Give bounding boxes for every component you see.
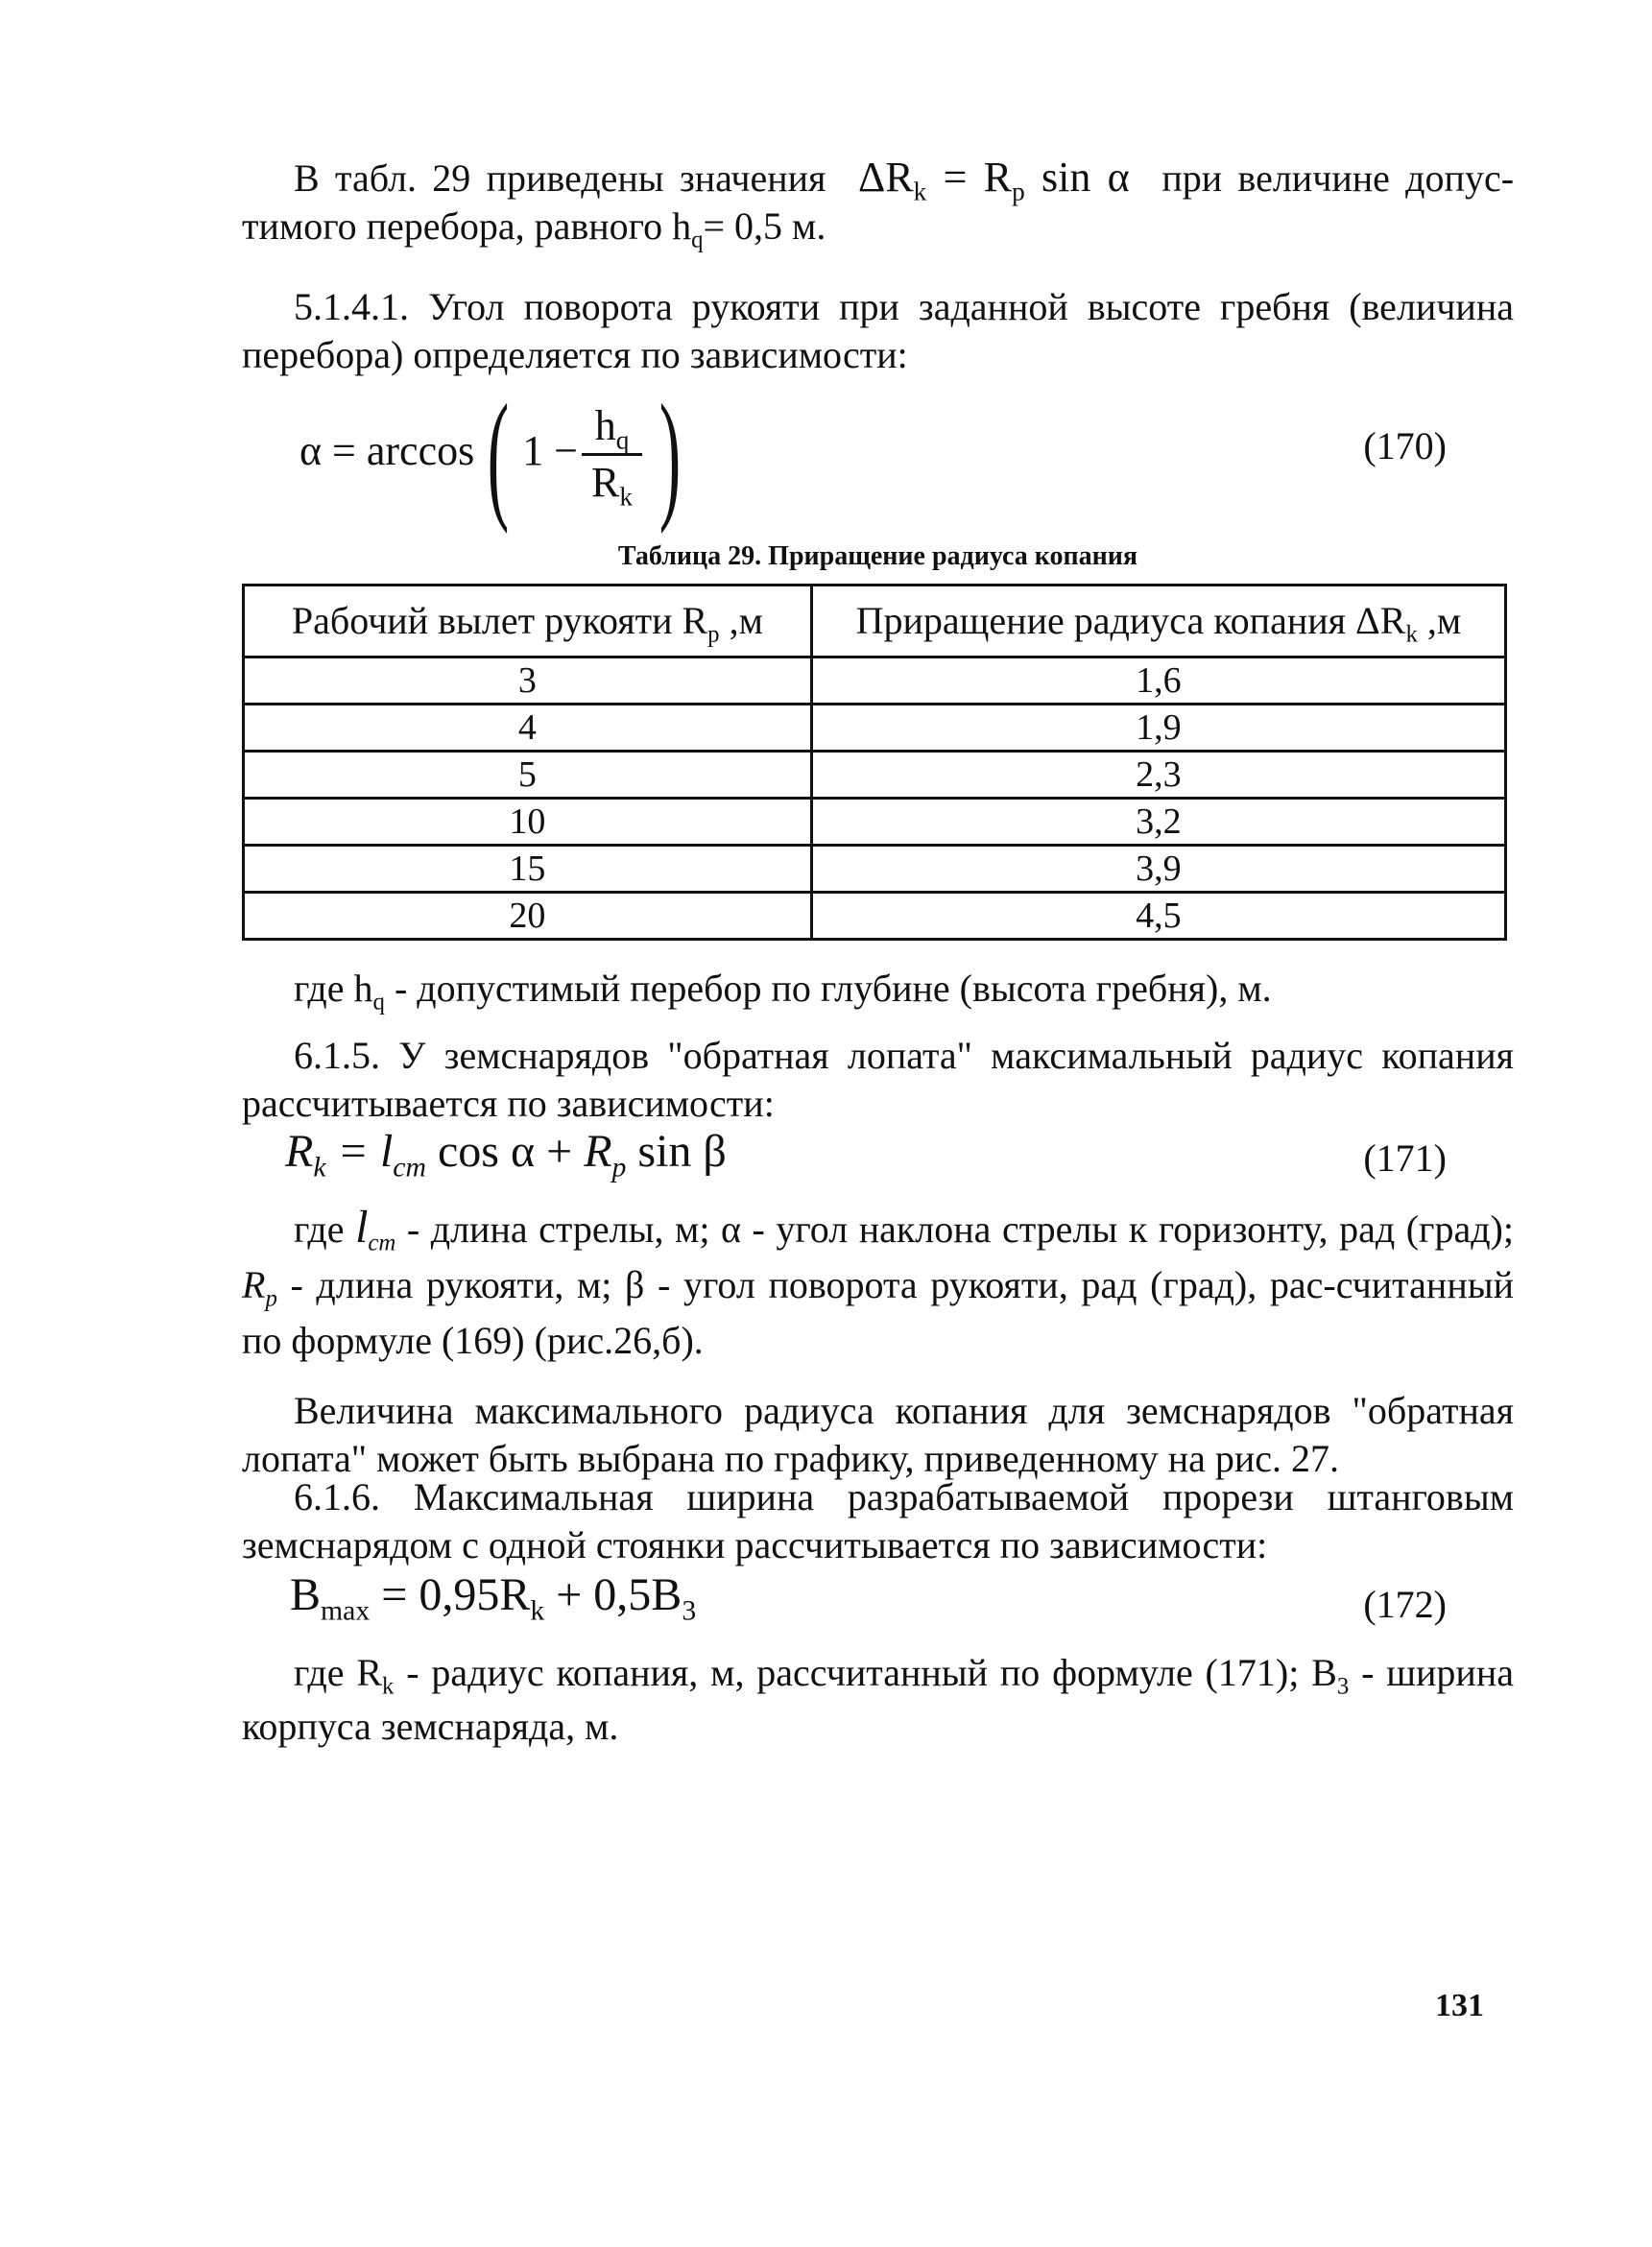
table-29 xyxy=(242,584,1507,941)
table-row: 15 3,9 xyxy=(244,846,1506,893)
equation-171 xyxy=(242,1123,1514,1190)
data-table xyxy=(242,584,1507,941)
fraction: $\frac{h_q}{R_k}$ xyxy=(582,401,642,508)
column-header-rp: Рабочий вылет рукояти $R_p$ ,м xyxy=(244,586,812,657)
paragraph-6-1-5: 6.1.5. У земснарядов "обратная лопата" максимальный радиус копания рассчитывается по зависимости: xyxy=(242,1034,1514,1125)
column-header-delta-rk: Приращение радиуса копания $\Delta R_k$ ,м xyxy=(811,586,1505,657)
table-caption: Таблица 29. Приращение радиуса копания xyxy=(617,541,1138,571)
definition-lcm: где $l_{cm}$ - длина стрелы, м; α - угол наклона стрелы к горизонту, рад (град); $R_p$ - длина рукояти, м; β - угол поворота рукояти, рад (град), рас-считанный по формуле (169) (рис.26,б). xyxy=(242,1202,1514,1362)
definition-hq: где $h_q$ - допустимый перебор по глубине (высота гребня), м. xyxy=(294,967,1272,1016)
equation-number: (172) xyxy=(1363,1583,1447,1626)
paragraph-5-1-4-1: 5.1.4.1. Угол поворота рукояти при заданной высоте гребня (величина перебора) определяется по зависимости: xyxy=(242,285,1514,376)
equation-171-body: $R_k = l_{cm}$ $\cos \alpha + R_p$ sin β xyxy=(285,1126,727,1183)
table-row: 4 1,9 xyxy=(244,705,1506,752)
definition-rk: где $R_k$ - радиус копания, м, рассчитанный по формуле (171); $B_3$ - ширина корпуса земснаряда, м. xyxy=(242,1651,1514,1748)
formula-delta-rk: $\Delta R_k = R_p$ sin α xyxy=(858,154,1130,206)
equation-170 xyxy=(242,374,1514,535)
equation-number: (171) xyxy=(1363,1136,1447,1180)
page-number: 131 xyxy=(1435,1988,1484,2023)
paragraph-6-1-6: 6.1.6. Максимальная ширина разрабатываемой прорези штанговым земснарядом с одной стоянки рассчитывается по зависимости: xyxy=(242,1475,1514,1566)
table-row: 20 4,5 xyxy=(244,893,1506,940)
paragraph-max-radius: Величина максимального радиуса копания для земснарядов "обратная лопата" может быть выбрана по графику, приведенному на рис. 27. xyxy=(242,1389,1514,1480)
equation-170-body: α = arccos( 1 − $\frac{h_q}{R_k}$ ) xyxy=(299,374,682,535)
table-row: 10 3,2 xyxy=(244,799,1506,846)
equation-number: (170) xyxy=(1363,424,1447,467)
table-row: 5 2,3 xyxy=(244,752,1506,799)
equation-172-body: $B_{max} = 0,95R_k + 0,5B_3$ xyxy=(290,1569,697,1627)
equation-172 xyxy=(242,1569,1514,1637)
paragraph-intro: В табл. 29 приведены значения $\Delta R_k = R_p$ sin α при величине допус- тимого перебора, равного $h_q= 0,5$ м. xyxy=(242,154,1515,253)
table-header-row xyxy=(244,586,1506,657)
table-row: 3 1,6 xyxy=(244,657,1506,705)
